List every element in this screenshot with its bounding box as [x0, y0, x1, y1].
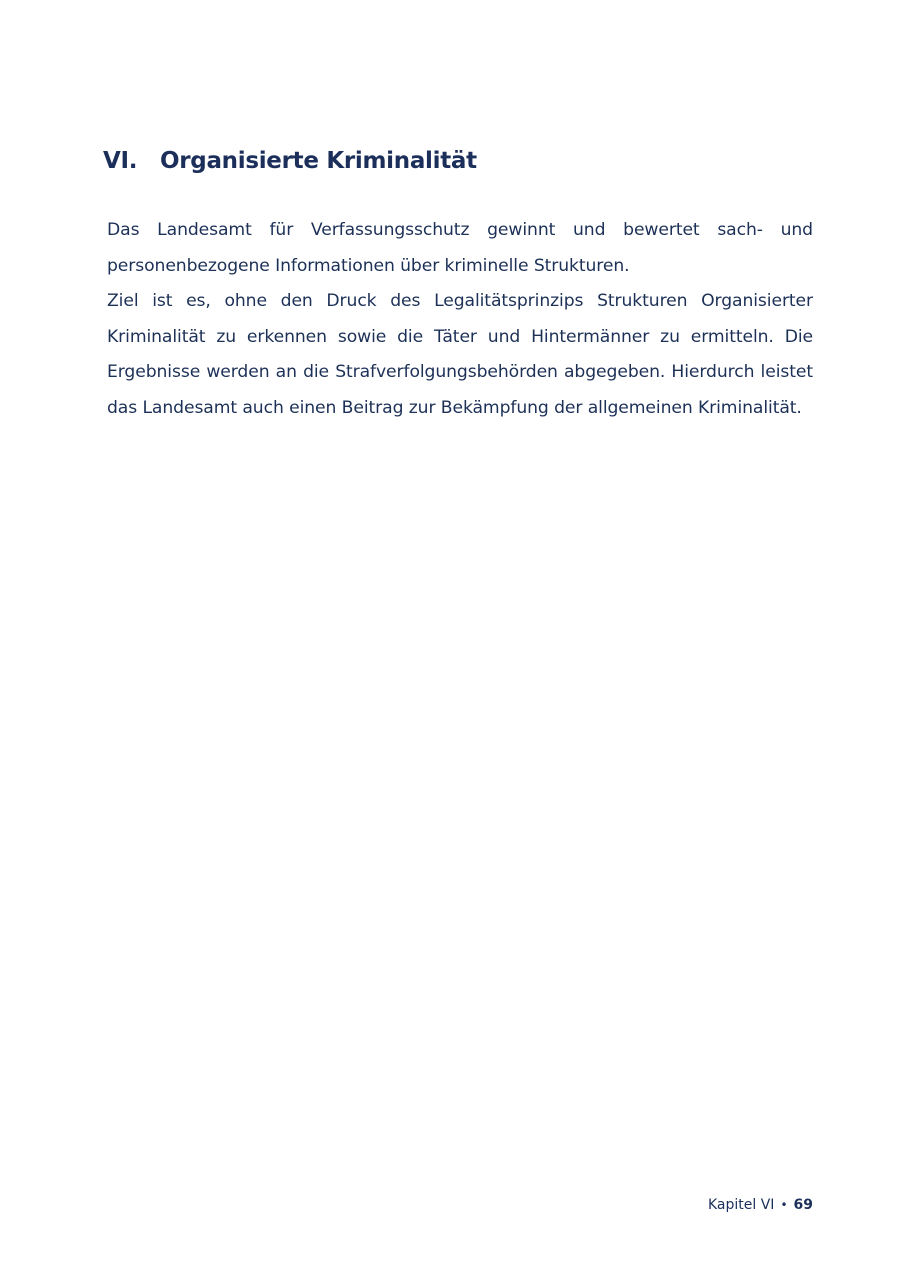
paragraph-2: Ziel ist es, ohne den Druck des Legalitätsprinzips Strukturen Organisierter Kriminalität zu erkennen sowie die Täter und Hintermänner zu ermitteln. Die Ergebnisse werden an die Strafverfolgungsbehörden abgegeben. Hierdurch leistet das Landesamt auch einen Beitrag zur Bekämpfung der allgemeinen Kriminalität. [107, 291, 813, 418]
page-footer [708, 1197, 813, 1213]
page-number: 69 [793, 1197, 813, 1213]
paragraph-1: Das Landesamt für Verfassungsschutz gewinnt und bewertet sach- und personenbezogene Informationen über kriminelle Strukturen. [107, 220, 813, 276]
body-text [107, 213, 813, 426]
section-number: VI. [103, 148, 138, 174]
footer-separator: • [780, 1198, 788, 1212]
section-heading [103, 148, 813, 174]
footer-chapter: Kapitel VI [707, 1197, 775, 1213]
section-title: Organisierte Kriminalität [160, 148, 477, 174]
